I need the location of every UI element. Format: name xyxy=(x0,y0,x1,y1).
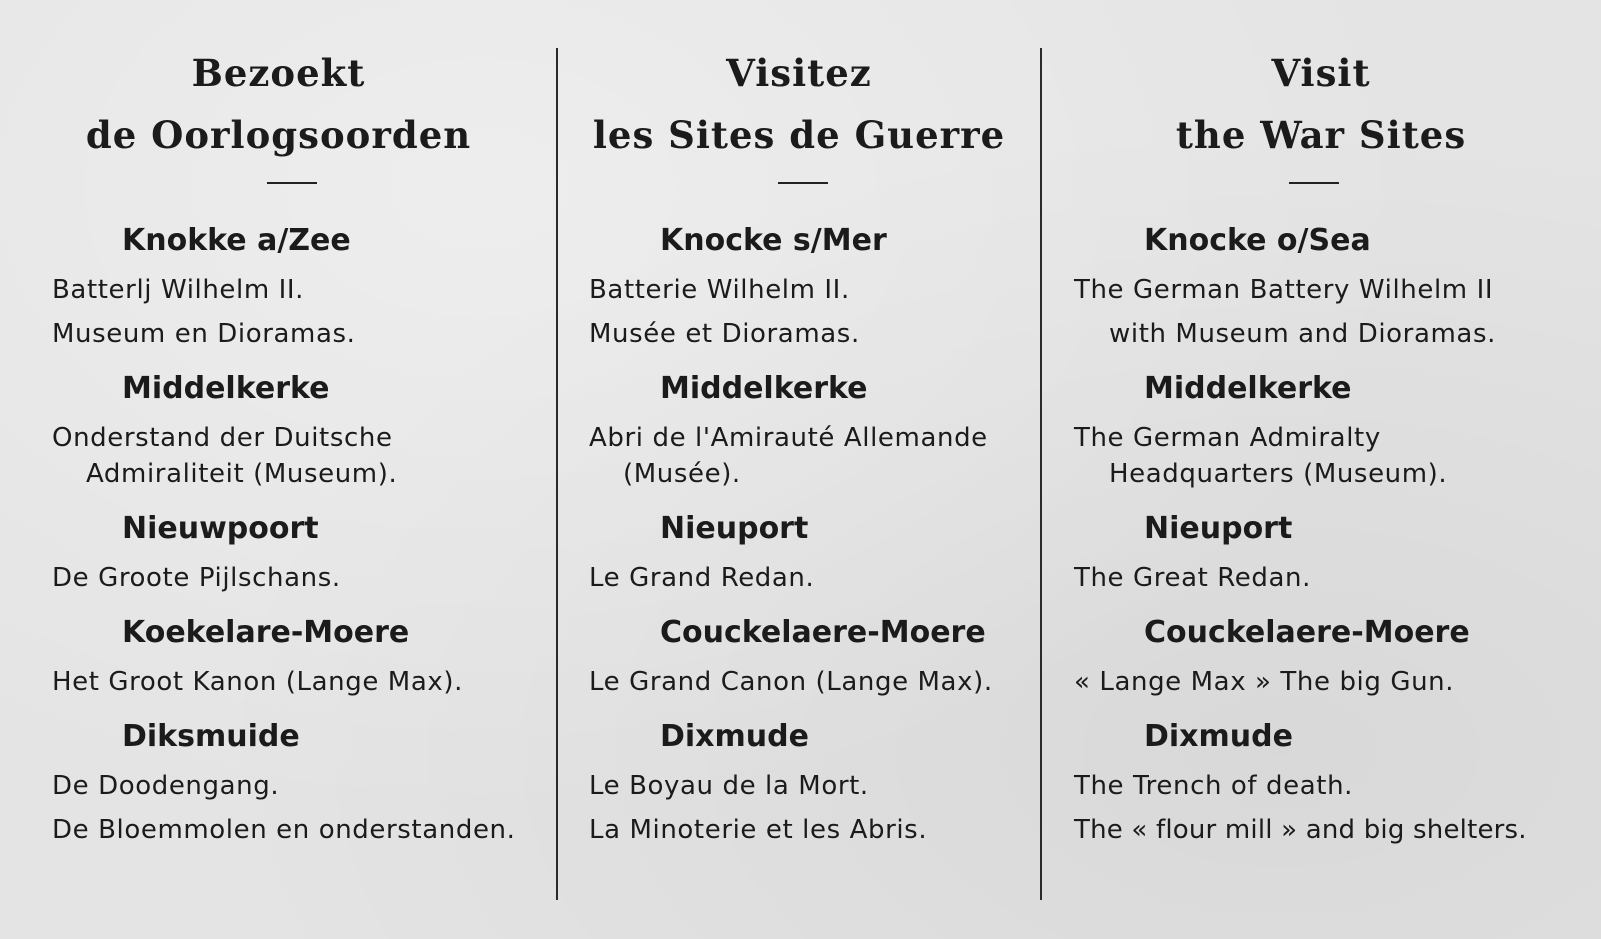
site-description: Batterlj Wilhelm II. xyxy=(52,275,305,305)
site-description: The German Battery Wilhelm II xyxy=(1074,275,1494,305)
heading-line-1: Visitez xyxy=(726,51,872,95)
site-description: La Minoterie et les Abris. xyxy=(589,815,928,845)
place-name: Couckelaere-Moere xyxy=(660,615,986,650)
place-name: Knocke s/Mer xyxy=(660,223,887,258)
site-description: Batterie Wilhelm II. xyxy=(589,275,850,305)
place-name: Middelkerke xyxy=(660,371,868,406)
column-heading xyxy=(0,42,557,166)
entry-nieuport xyxy=(1041,502,1601,600)
heading-line-1: Bezoekt xyxy=(191,51,366,95)
site-description: Le Grand Canon (Lange Max). xyxy=(589,667,993,697)
heading-line-1: Visit xyxy=(1271,51,1371,95)
entry-couckelaere-moere xyxy=(1041,606,1601,704)
site-description: (Musée). xyxy=(623,459,741,489)
site-description: The « flour mill » and big shelters. xyxy=(1074,815,1527,845)
entry-middelkerke xyxy=(0,362,557,492)
site-description: De Doodengang. xyxy=(52,771,280,801)
entries-list xyxy=(557,214,1041,852)
place-name: Nieuwpoort xyxy=(122,511,319,546)
entry-nieuwpoort xyxy=(0,502,557,600)
entries-list xyxy=(0,214,557,852)
entries-list xyxy=(1041,214,1601,852)
entry-knokke xyxy=(0,214,557,356)
place-name: Dixmude xyxy=(660,719,809,754)
place-name: Dixmude xyxy=(1144,719,1293,754)
entry-knocke xyxy=(557,214,1041,356)
site-description: Museum en Dioramas. xyxy=(52,319,356,349)
column-heading xyxy=(1041,42,1601,166)
site-description: Abri de l'Amirauté Allemande xyxy=(589,423,988,453)
place-name: Nieuport xyxy=(660,511,809,546)
site-description: The Great Redan. xyxy=(1074,563,1311,593)
place-name: Knocke o/Sea xyxy=(1144,223,1371,258)
place-name: Nieuport xyxy=(1144,511,1293,546)
place-name: Couckelaere-Moere xyxy=(1144,615,1470,650)
column-dutch xyxy=(0,0,557,939)
heading-line-2: the War Sites xyxy=(1175,113,1467,157)
site-description: The German Admiralty xyxy=(1074,423,1381,453)
column-divider xyxy=(1040,48,1042,900)
place-name: Koekelare-Moere xyxy=(122,615,410,650)
site-description: De Bloemmolen en onderstanden. xyxy=(52,815,516,845)
heading-rule xyxy=(267,182,317,184)
column-french xyxy=(557,0,1041,939)
entry-middelkerke xyxy=(1041,362,1601,492)
site-description: Het Groot Kanon (Lange Max). xyxy=(52,667,463,697)
place-name: Diksmuide xyxy=(122,719,300,754)
site-description: Onderstand der Duitsche xyxy=(52,423,393,453)
heading-line-2: de Oorlogsoorden xyxy=(85,113,472,157)
place-name: Middelkerke xyxy=(1144,371,1352,406)
heading-rule xyxy=(1289,182,1339,184)
site-description: Musée et Dioramas. xyxy=(589,319,860,349)
entry-diksmuide xyxy=(0,710,557,852)
site-description: « Lange Max » The big Gun. xyxy=(1074,667,1455,697)
entry-couckelaere-moere xyxy=(557,606,1041,704)
heading-line-2: les Sites de Guerre xyxy=(592,113,1006,157)
column-heading xyxy=(557,42,1041,166)
site-description: Le Grand Redan. xyxy=(589,563,815,593)
site-description: with Museum and Dioramas. xyxy=(1109,319,1496,349)
entry-dixmude xyxy=(557,710,1041,852)
place-name: Knokke a/Zee xyxy=(122,223,351,258)
place-name: Middelkerke xyxy=(122,371,330,406)
site-description: Admiraliteit (Museum). xyxy=(86,459,398,489)
column-english xyxy=(1041,0,1601,939)
site-description: De Groote Pijlschans. xyxy=(52,563,341,593)
entry-dixmude xyxy=(1041,710,1601,852)
site-description: The Trench of death. xyxy=(1074,771,1354,801)
entry-koekelare-moere xyxy=(0,606,557,704)
column-divider xyxy=(556,48,558,900)
entry-middelkerke xyxy=(557,362,1041,492)
entry-nieuport xyxy=(557,502,1041,600)
site-description: Le Boyau de la Mort. xyxy=(589,771,869,801)
site-description: Headquarters (Museum). xyxy=(1109,459,1448,489)
entry-knocke xyxy=(1041,214,1601,356)
heading-rule xyxy=(778,182,828,184)
